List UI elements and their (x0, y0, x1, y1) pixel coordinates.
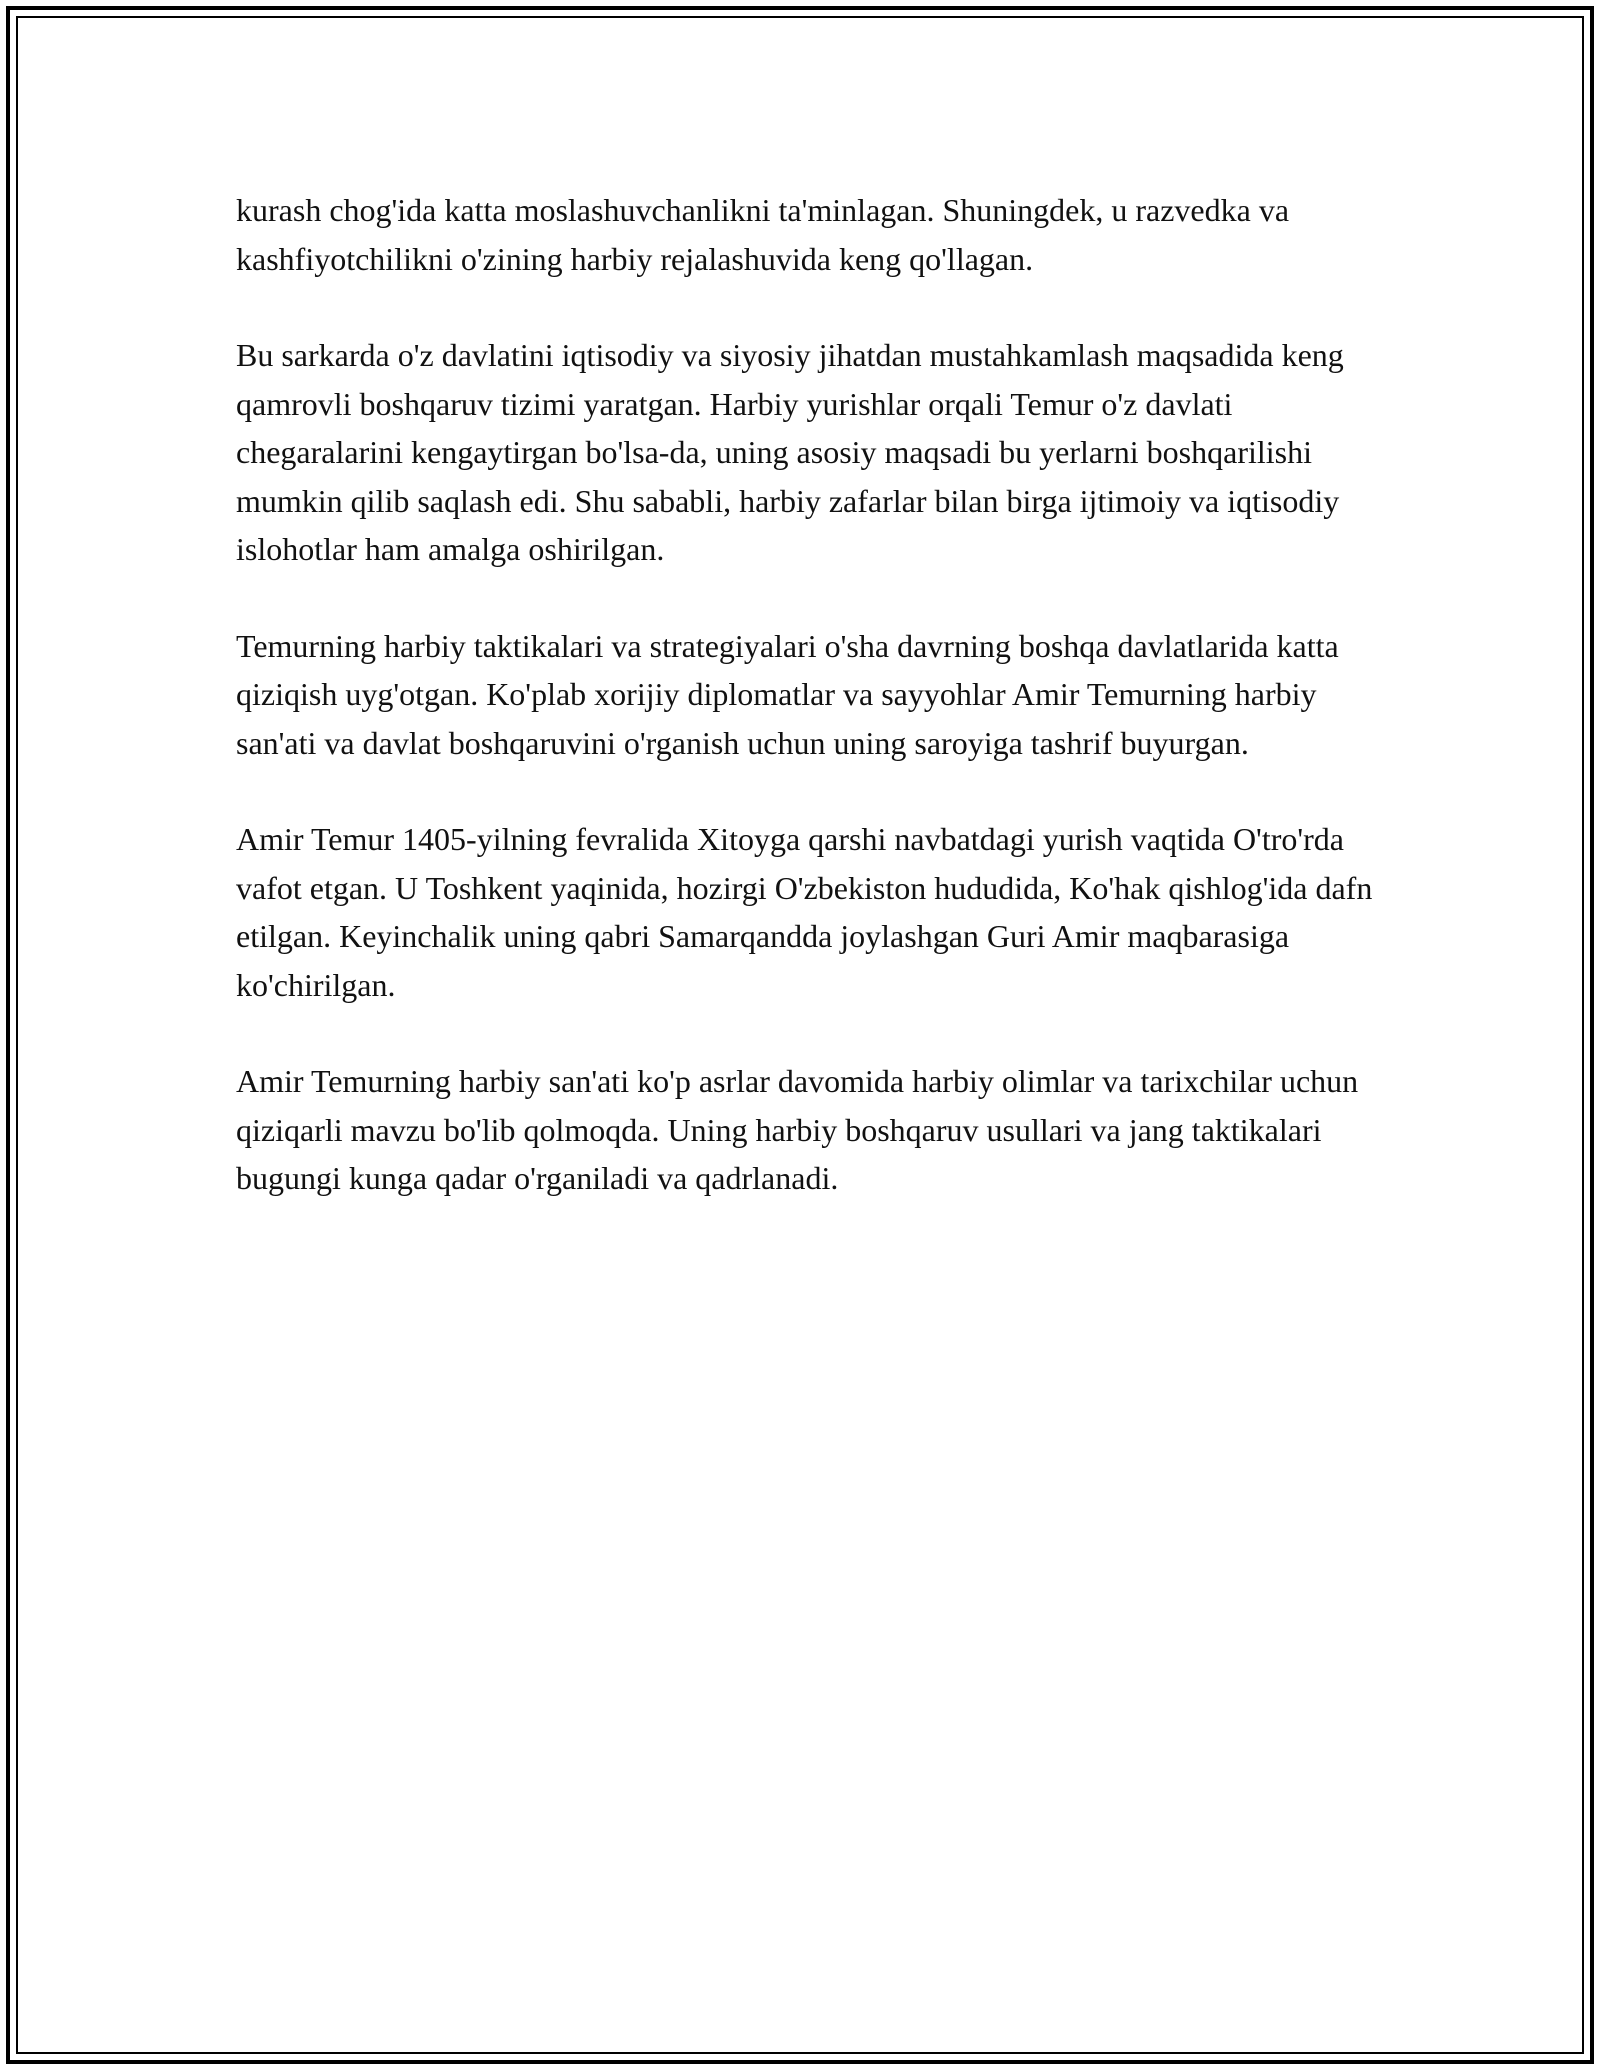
paragraph: Amir Temur 1405-yilning fevralida Xitoyga qarshi navbatdagi yurish vaqtida O'tro'rda vafot etgan. U Toshkent yaqinida, hozirgi O'zbekiston hududida, Ko'hak qishlog'ida dafn etilgan. Keyinchalik uning qabri Samarqandda joylashgan Guri Amir maqbarasiga ko'chirilgan. (236, 821, 1373, 1003)
paragraph: kurash chog'ida katta moslashuvchanlikni ta'minlagan. Shuningdek, u razvedka va kashfiyotchilikni o'zining harbiy rejalashuvida keng qo'llagan. (236, 192, 1290, 277)
paragraph: Bu sarkarda o'z davlatini iqtisodiy va siyosiy jihatdan mustahkamlash maqsadida keng qamrovli boshqaruv tizimi yaratgan. Harbiy yurishlar orqali Temur o'z davlati chegaralarini kengaytirgan bo'lsa-da, uning asosiy maqsadi bu yerlarni boshqarilishi mumkin qilib saqlash edi. Shu sababli, harbiy zafarlar bilan birga ijtimoiy va iqtisodiy islohotlar ham amalga oshirilgan. (236, 337, 1344, 567)
paragraph: Temurning harbiy taktikalari va strategiyalari o'sha davrning boshqa davlatlarida katta qiziqish uyg'otgan. Ko'plab xorijiy diplomatlar va sayyohlar Amir Temurning harbiy san'ati va davlat boshqaruvini o'rganish uchun uning saroyiga tashrif buyurgan. (236, 627, 1339, 761)
paragraph: Amir Temurning harbiy san'ati ko'p asrlar davomida harbiy olimlar va tarixchilar uchun qiziqarli mavzu bo'lib qolmoqda. Uning harbiy boshqaruv usullari va jang taktikalari bugungi kunga qadar o'rganiladi va qadrlanadi. (236, 1063, 1359, 1196)
document-body (236, 186, 1386, 1251)
